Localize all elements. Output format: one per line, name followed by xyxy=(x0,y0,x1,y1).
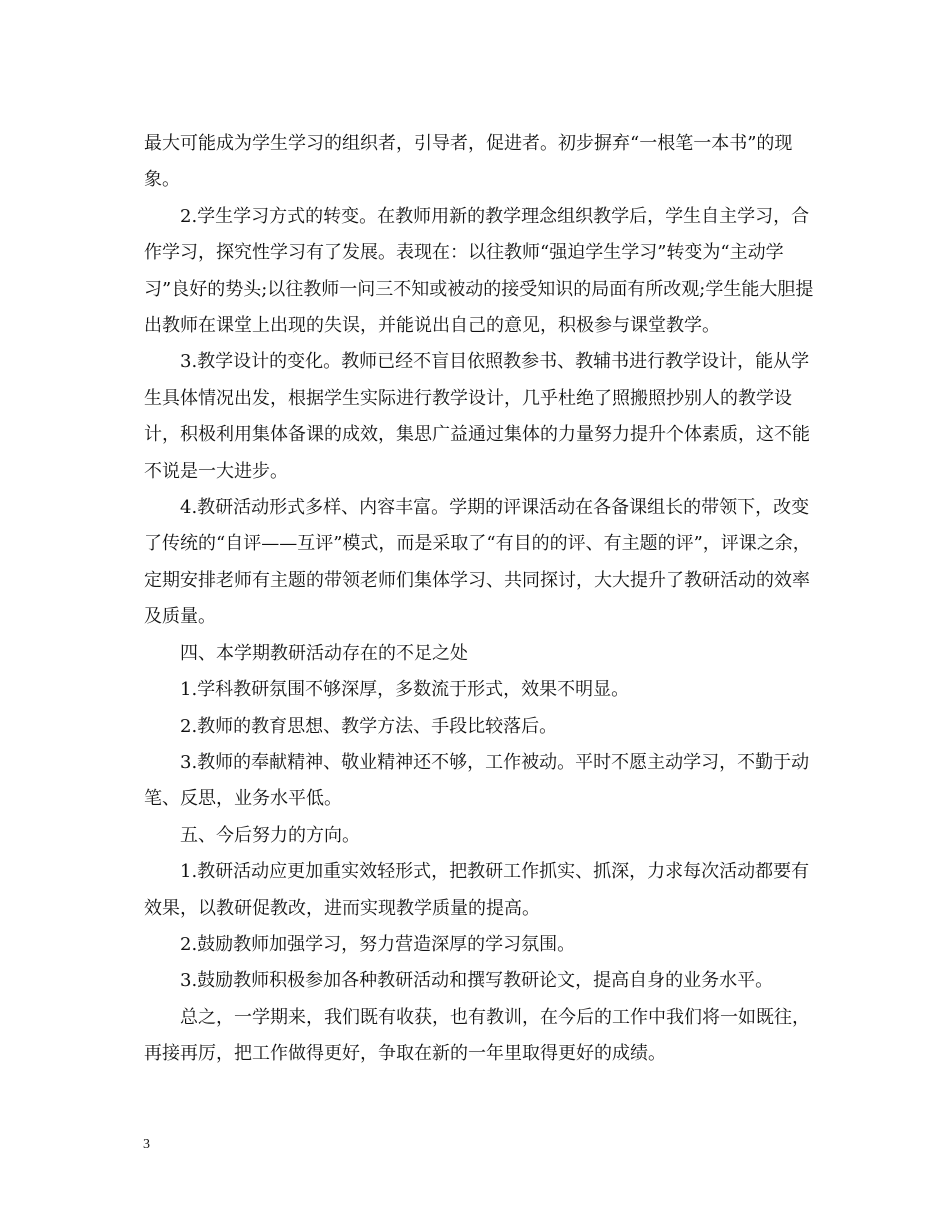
paragraph-continuation: 最大可能成为学生学习的组织者，引导者，促进者。初步摒弃“一根笔一本书”的现象。 xyxy=(144,133,793,191)
paragraph-research-activities: 4.教研活动形式多样、内容丰富。学期的评课活动在各备课组长的带领下，改变了传统的“自评——互评”模式，而是采取了“有目的的评、有主题的评”，评课之余，定期安排老师有主题的带领老师们集体学习、共同探讨，大大提升了教研活动的效率及质量。 xyxy=(144,497,811,628)
direction-item-1: 1.教研活动应更加重实效轻形式，把教研工作抓实、抓深，力求每次活动都要有效果，以教研促教改，进而实现教学质量的提高。 xyxy=(144,861,810,919)
paragraph-teaching-design: 3.教学设计的变化。教师已经不盲目依照教参书、教辅书进行教学设计，能从学生具体情况出发，根据学生实际进行教学设计，几乎杜绝了照搬照抄别人的教学设计，积极利用集体备课的成效，集思广益通过集体的力量努力提升个体素质，这不能不说是一大进步。 xyxy=(144,351,810,482)
paragraph-conclusion: 总之，一学期来，我们既有收获，也有教训，在今后的工作中我们将一如既往，再接再厉，把工作做得更好，争取在新的一年里取得更好的成绩。 xyxy=(144,1006,810,1065)
direction-item-3: 3.鼓励教师积极参加各种教研活动和撰写教研论文，提高自身的业务水平。 xyxy=(180,970,774,992)
direction-item-2: 2.鼓励教师加强学习，努力营造深厚的学习氛围。 xyxy=(180,933,576,955)
document-body xyxy=(144,126,814,1073)
shortcoming-item-1: 1.学科教研氛围不够深厚，多数流于形式，效果不明显。 xyxy=(180,679,630,701)
shortcoming-item-2: 2.教师的教育思想、教学方法、手段比较落后。 xyxy=(180,715,558,737)
paragraph-learning-style: 2.学生学习方式的转变。在教师用新的教学理念组织教学后，学生自主学习，合作学习，探究性学习有了发展。表现在：以往教师“强迫学生学习”转变为“主动学习”良好的势头;以往教师一问三不知或被动的接受知识的局面有所改观;学生能大胆提出教师在课堂上出现的失误，并能说出自己的意见，积极参与课堂教学。 xyxy=(144,205,814,337)
page-number: 3 xyxy=(143,1137,150,1152)
shortcoming-item-3: 3.教师的奉献精神、敬业精神还不够，工作被动。平时不愿主动学习，不勤于动笔、反思，业务水平低。 xyxy=(144,751,810,810)
section-heading-shortcomings: 四、本学期教研活动存在的不足之处 xyxy=(180,642,468,664)
section-heading-future-direction: 五、今后努力的方向。 xyxy=(180,824,360,846)
